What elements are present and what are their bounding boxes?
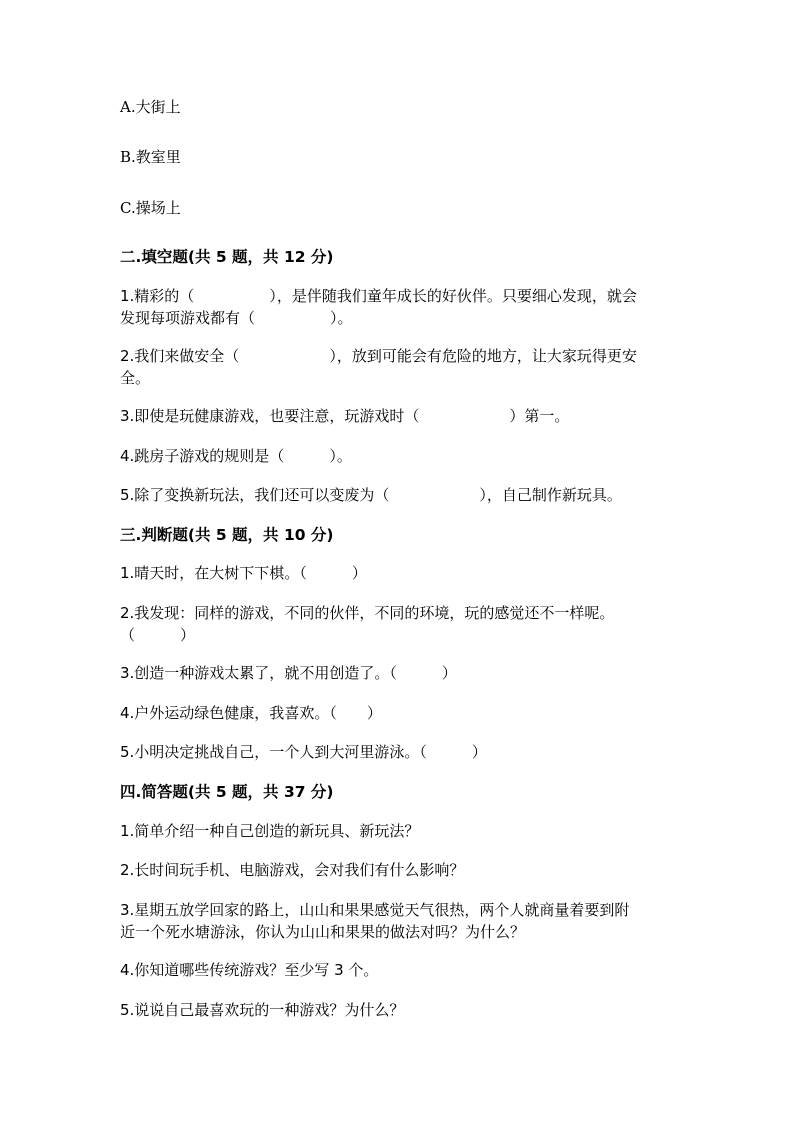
tf-q3: 3.创造一种游戏太累了，就不用创造了。（ ） — [120, 664, 457, 682]
option-b: B.教室里 — [120, 148, 181, 166]
tf-q1: 1.晴天时，在大树下下棋。（ ） — [120, 564, 367, 582]
fill-q2-line1: 2.我们来做安全（ ），放到可能会有危险的地方，让大家玩得更安 — [120, 347, 637, 365]
section-heading-fill-blank: 二.填空题(共 5 题，共 12 分) — [120, 248, 334, 266]
fill-q5: 5.除了变换新玩法，我们还可以变废为（ ），自己制作新玩具。 — [120, 486, 622, 504]
fill-q2-line2: 全。 — [120, 369, 151, 387]
tf-q2-line1: 2.我发现：同样的游戏，不同的伙伴，不同的环境，玩的感觉还不一样呢。 — [120, 604, 615, 622]
sa-q5: 5.说说自己最喜欢玩的一种游戏？为什么？ — [120, 1001, 405, 1019]
section-heading-short-answer: 四.简答题(共 5 题，共 37 分) — [120, 783, 334, 801]
sa-q3-line1: 3.星期五放学回家的路上，山山和果果感觉天气很热，两个人就商量着要到附 — [120, 901, 630, 919]
section-heading-true-false: 三.判断题(共 5 题，共 10 分) — [120, 526, 334, 544]
sa-q4: 4.你知道哪些传统游戏？至少写 3 个。 — [120, 961, 379, 979]
option-a: A.大街上 — [120, 98, 181, 116]
sa-q2: 2.长时间玩手机、电脑游戏，会对我们有什么影响？ — [120, 861, 465, 879]
tf-q5: 5.小明决定挑战自己，一个人到大河里游泳。（ ） — [120, 743, 487, 761]
fill-q4: 4.跳房子游戏的规则是（ ）。 — [120, 447, 352, 465]
sa-q1: 1.简单介绍一种自己创造的新玩具、新玩法？ — [120, 822, 420, 840]
fill-q1-line2: 发现每项游戏都有（ ）。 — [120, 309, 353, 327]
fill-q1-line1: 1.精彩的（ ），是伴随我们童年成长的好伙伴。只要细心发现，就会 — [120, 287, 637, 305]
tf-q2-line2: （ ） — [120, 626, 196, 644]
sa-q3-line2: 近一个死水塘游泳，你认为山山和果果的做法对吗？为什么？ — [120, 923, 526, 941]
fill-q3: 3.即使是玩健康游戏，也要注意，玩游戏时（ ）第一。 — [120, 407, 570, 425]
option-c: C.操场上 — [120, 199, 181, 217]
tf-q4: 4.户外运动绿色健康，我喜欢。（ ） — [120, 704, 382, 722]
